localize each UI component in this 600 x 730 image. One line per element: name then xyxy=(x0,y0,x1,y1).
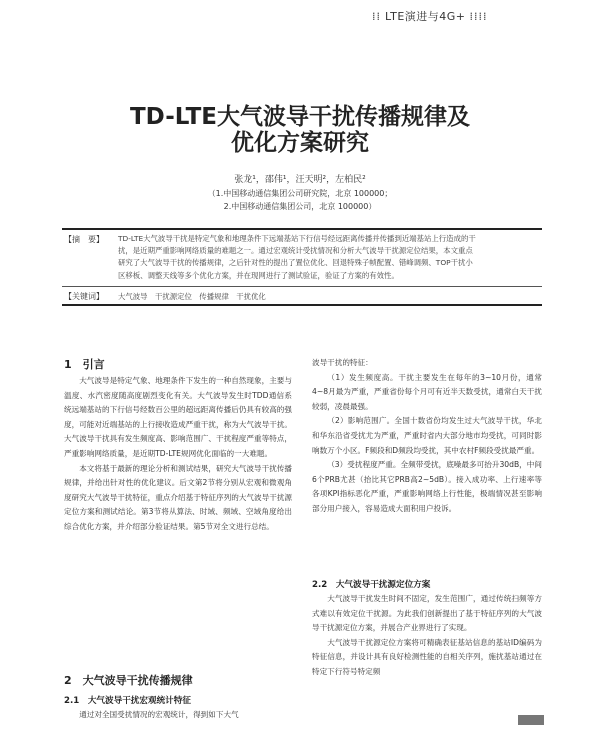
paragraph: 波导干扰的特征： xyxy=(312,358,373,367)
paragraph: 本文将基于最新的理论分析和测试结果，研究大气波导干扰传播规律，并给出针对性的优化建议。后文第2节将分别从宏观和微观角度研究大气波导干扰特征，重点介绍基于特征序列的大气波导干扰源定位方案和测试结论。第3节将从算法、时域、频域、空域角度给出综合优化方案，并介绍部分验证结果。第5节对全文进行总结。 xyxy=(64,463,292,531)
section-2-heading: 2 大气波导干扰传播规律 xyxy=(64,674,193,687)
title-line-1: TD-LTE大气波导干扰传播规律及 xyxy=(129,104,470,130)
subsection-2-1-heading: 2.1 大气波导干扰宏观统计特征 xyxy=(64,696,191,706)
section-1-heading: 1 引言 xyxy=(64,358,105,371)
subsection-2-2-heading: 2.2 大气波导干扰源定位方案 xyxy=(312,580,431,590)
keywords-bottom-rule xyxy=(62,304,542,306)
subsection-2-2-text xyxy=(312,592,542,680)
paragraph: 通过对全国受扰情况的宏观统计，得到如下大气 xyxy=(79,710,239,719)
affiliation-1: （1.中国移动通信集团公司研究院，北京 100000； xyxy=(207,189,393,198)
paragraph: 大气波导干扰发生时间不固定，发生范围广，通过传统扫频等方式难以有效定位干扰源。为此我们创新提出了基于特征序列的大气波导干扰源定位方案，并展合产业界进行了实现。 xyxy=(312,594,542,633)
abstract-top-rule xyxy=(62,228,542,230)
right-column-items xyxy=(312,356,542,517)
feature-item: （1）发生频度高。干扰主要发生在每年的3~10月份，通常4~8月最为严重，严重省份每个月可有近半天数受扰，通常白天干扰较弱，凌晨最强。 xyxy=(312,372,542,411)
feature-item: （2）影响范围广。全国十数省份均发生过大气波导干扰，华北和华东沿省受扰尤为严重，严重时省内大部分地市均受扰，可同时影响数万个小区。F频段和D频段均受扰，其中农村F频段受扰最严重。 xyxy=(312,416,542,455)
header-bars-right: ⁞⁞⁞⁞ xyxy=(469,10,488,23)
feature-item: （3）受扰程度严重。全频带受扰，底噪最多可抬升30dB，中间6个PRB尤甚（抬比其它PRB高2~5dB）。接入成功率、上行速率等各项KPI指标恶化严重，严重影响网络上行性能，极端情况甚至影响部分用户接入，容易造成大面积用户投诉。 xyxy=(312,460,542,513)
title-line-2: 优化方案研究 xyxy=(231,130,369,156)
keywords-text: 大气波导 干扰源定位 传播规律 干扰优化 xyxy=(118,292,266,301)
abstract-text xyxy=(118,233,540,282)
subsection-2-1-text xyxy=(64,708,292,723)
running-header xyxy=(372,8,488,24)
abstract-line: 扰，是近期严重影响网络质量的难题之一。通过宏观统计受扰情况和分析大气波导干扰源定位结果，本文重点 xyxy=(118,246,473,256)
abstract-line: TD-LTE大气波导干扰是特定气象和地理条件下远端基站下行信号经远距离传播并传播到近端基站上行造成的干 xyxy=(118,234,476,243)
left-column-intro xyxy=(64,374,292,535)
keywords-label: 【关键词】 xyxy=(64,292,104,301)
abstract-line: 区移板、调整天线等多个优化方案，并在现网进行了测试验证，验证了方案的有效性。 xyxy=(118,270,399,280)
abstract-line: 研究了大气波导干扰的传播规律，之后针对性的提出了置位优化、回退特殊子帧配置、错峰调频、TOP干扰小 xyxy=(118,258,473,268)
page-number-tab xyxy=(518,715,544,725)
authors: 张龙¹，邵伟¹，汪天明²，左柏民² xyxy=(234,175,366,185)
paragraph: 大气波导干扰源定位方案将可精确表征基站信息的基站ID编码为特征信息，并设计具有良好检测性能的自相关序列，施扰基站通过在特定下行符号特定频 xyxy=(312,637,542,676)
abstract-label: 【摘 要】 xyxy=(64,235,104,244)
header-journal-section: LTE演进与4G+ xyxy=(385,10,466,23)
abstract-divider xyxy=(62,286,542,287)
paragraph: 大气波导是特定气象、地理条件下发生的一种自然现象，主要与温度、水汽密度随高度剧烈变化有关。大气波导发生时TDD通信系统远端基站的下行信号经数百公里的超远距离传播后仍具有较高的强度，可能对近端基站的上行接收造成严重干扰，称为大气波导干扰。大气波导干扰具有发生频度高、影响范围广、干扰程度严重等特点，严重影响网络质量，是近期TD-LTE规网优化面临的一大难题。 xyxy=(64,376,292,458)
header-bars-left: ⁞⁞ xyxy=(372,10,381,23)
affiliation-2: 2.中国移动通信集团公司，北京 100000） xyxy=(223,202,377,211)
